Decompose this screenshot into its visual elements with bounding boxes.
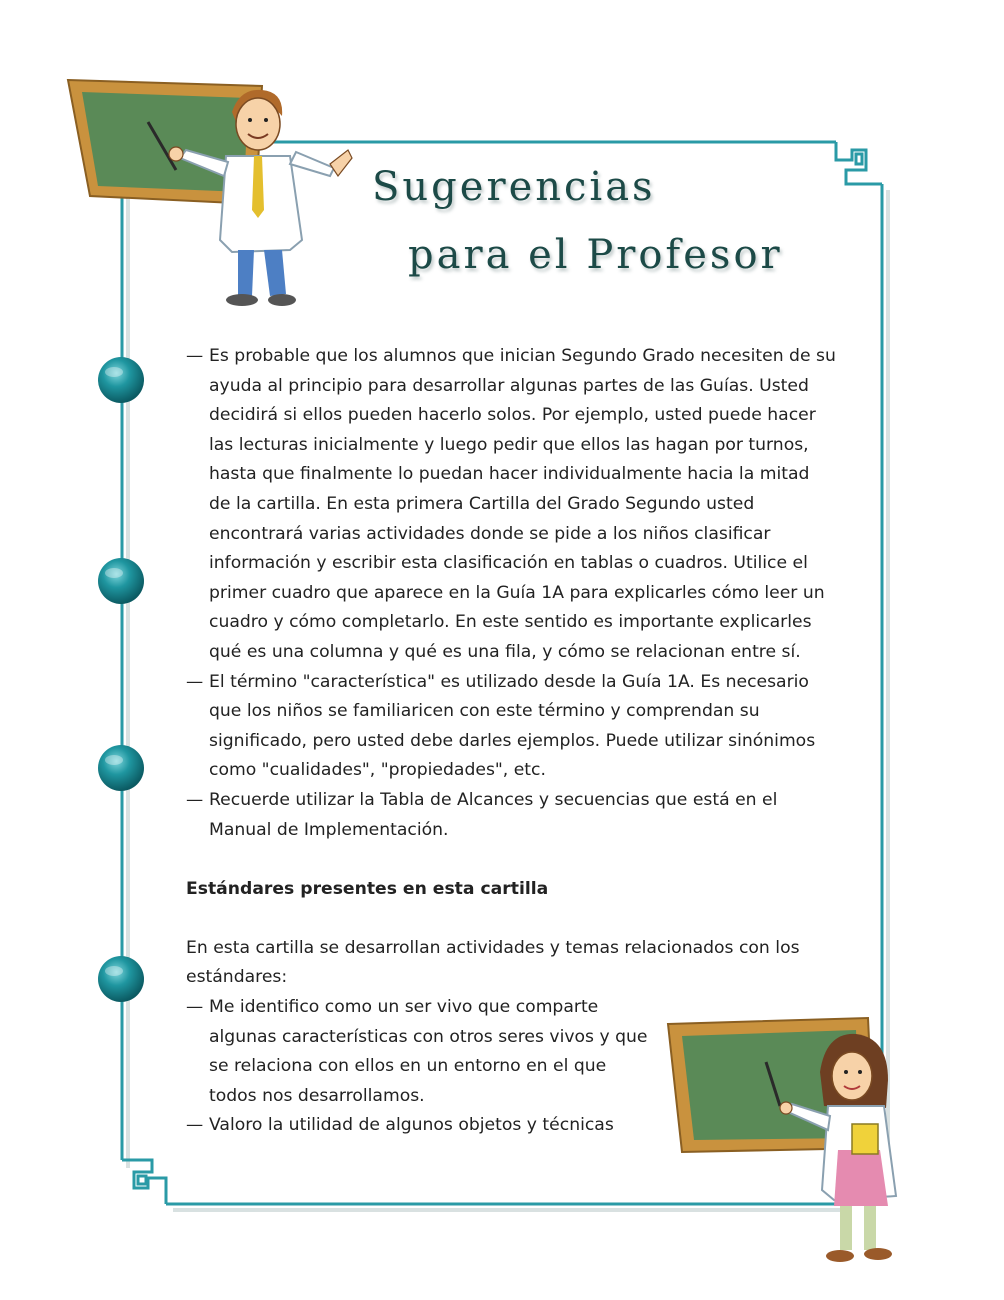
dash-marker: — (186, 997, 204, 1018)
list-item-text: Valoro la utilidad de algunos objetos y técnicas (209, 1115, 614, 1136)
list-item (186, 342, 836, 668)
border-bullet-3 (98, 745, 144, 791)
list-item-text: Recuerde utilizar la Tabla de Alcances y secuencias que está en el Manual de Implementación. (209, 789, 778, 840)
list-item (186, 993, 654, 1111)
list-item (186, 1111, 654, 1141)
border-bullet-2 (98, 558, 144, 604)
section-intro: En esta cartilla se desarrollan actividades y temas relacionados con los estándares: (186, 937, 800, 988)
section-heading: Estándares presentes en esta cartilla (186, 878, 549, 899)
list-item (186, 668, 836, 786)
dash-marker: — (186, 671, 204, 692)
list-item (186, 786, 836, 845)
list-item-text: Es probable que los alumnos que inician Segundo Grado necesiten de su ayuda al principio para desarrollar algunas partes de las Guías. Usted decidirá si ellos pueden hacerlo solos. Por ejemplo, usted puede hacer las lecturas inicialmente y luego pedir que ellos las hagan por turnos, hasta que finalmente lo puedan hacer individualmente hacia la mitad de la cartilla. En esta primera Cartilla del Grado Segundo usted encontrará varias actividades donde se pide a los niños clasificar información y escribir esta clasificación en tablas o cuadros. Utilice el primer cuadro que aparece en la Guía 1A para explicarles cómo leer un cuadro y cómo completarlo. En este sentido es importante explicarles qué es una columna y qué es una fila, y cómo se relacionan entre sí. (209, 346, 836, 662)
border-bullet-1 (98, 357, 144, 403)
list-item-text: El término "característica" es utilizado desde la Guía 1A. Es necesario que los niños se familiaricen con este término y comprendan su significado, pero usted debe darles ejemplos. Puede utilizar sinónimos como "cualidades", "propiedades", etc. (209, 671, 816, 781)
list-item-text: Me identifico como un ser vivo que comparte algunas características con otros seres vivos y que se relaciona con ellos en un entorno en el que todos nos desarrollamos. (209, 997, 648, 1106)
dash-marker: — (186, 1115, 204, 1136)
dash-marker: — (186, 789, 204, 810)
content-body (186, 342, 836, 1141)
dash-marker: — (186, 346, 204, 366)
page-title-line-1: Sugerencias (372, 164, 656, 210)
border-bullet-4 (98, 956, 144, 1002)
spacer (186, 845, 836, 875)
page-title-line-2: para el Profesor (408, 232, 783, 278)
spacer (186, 904, 836, 934)
